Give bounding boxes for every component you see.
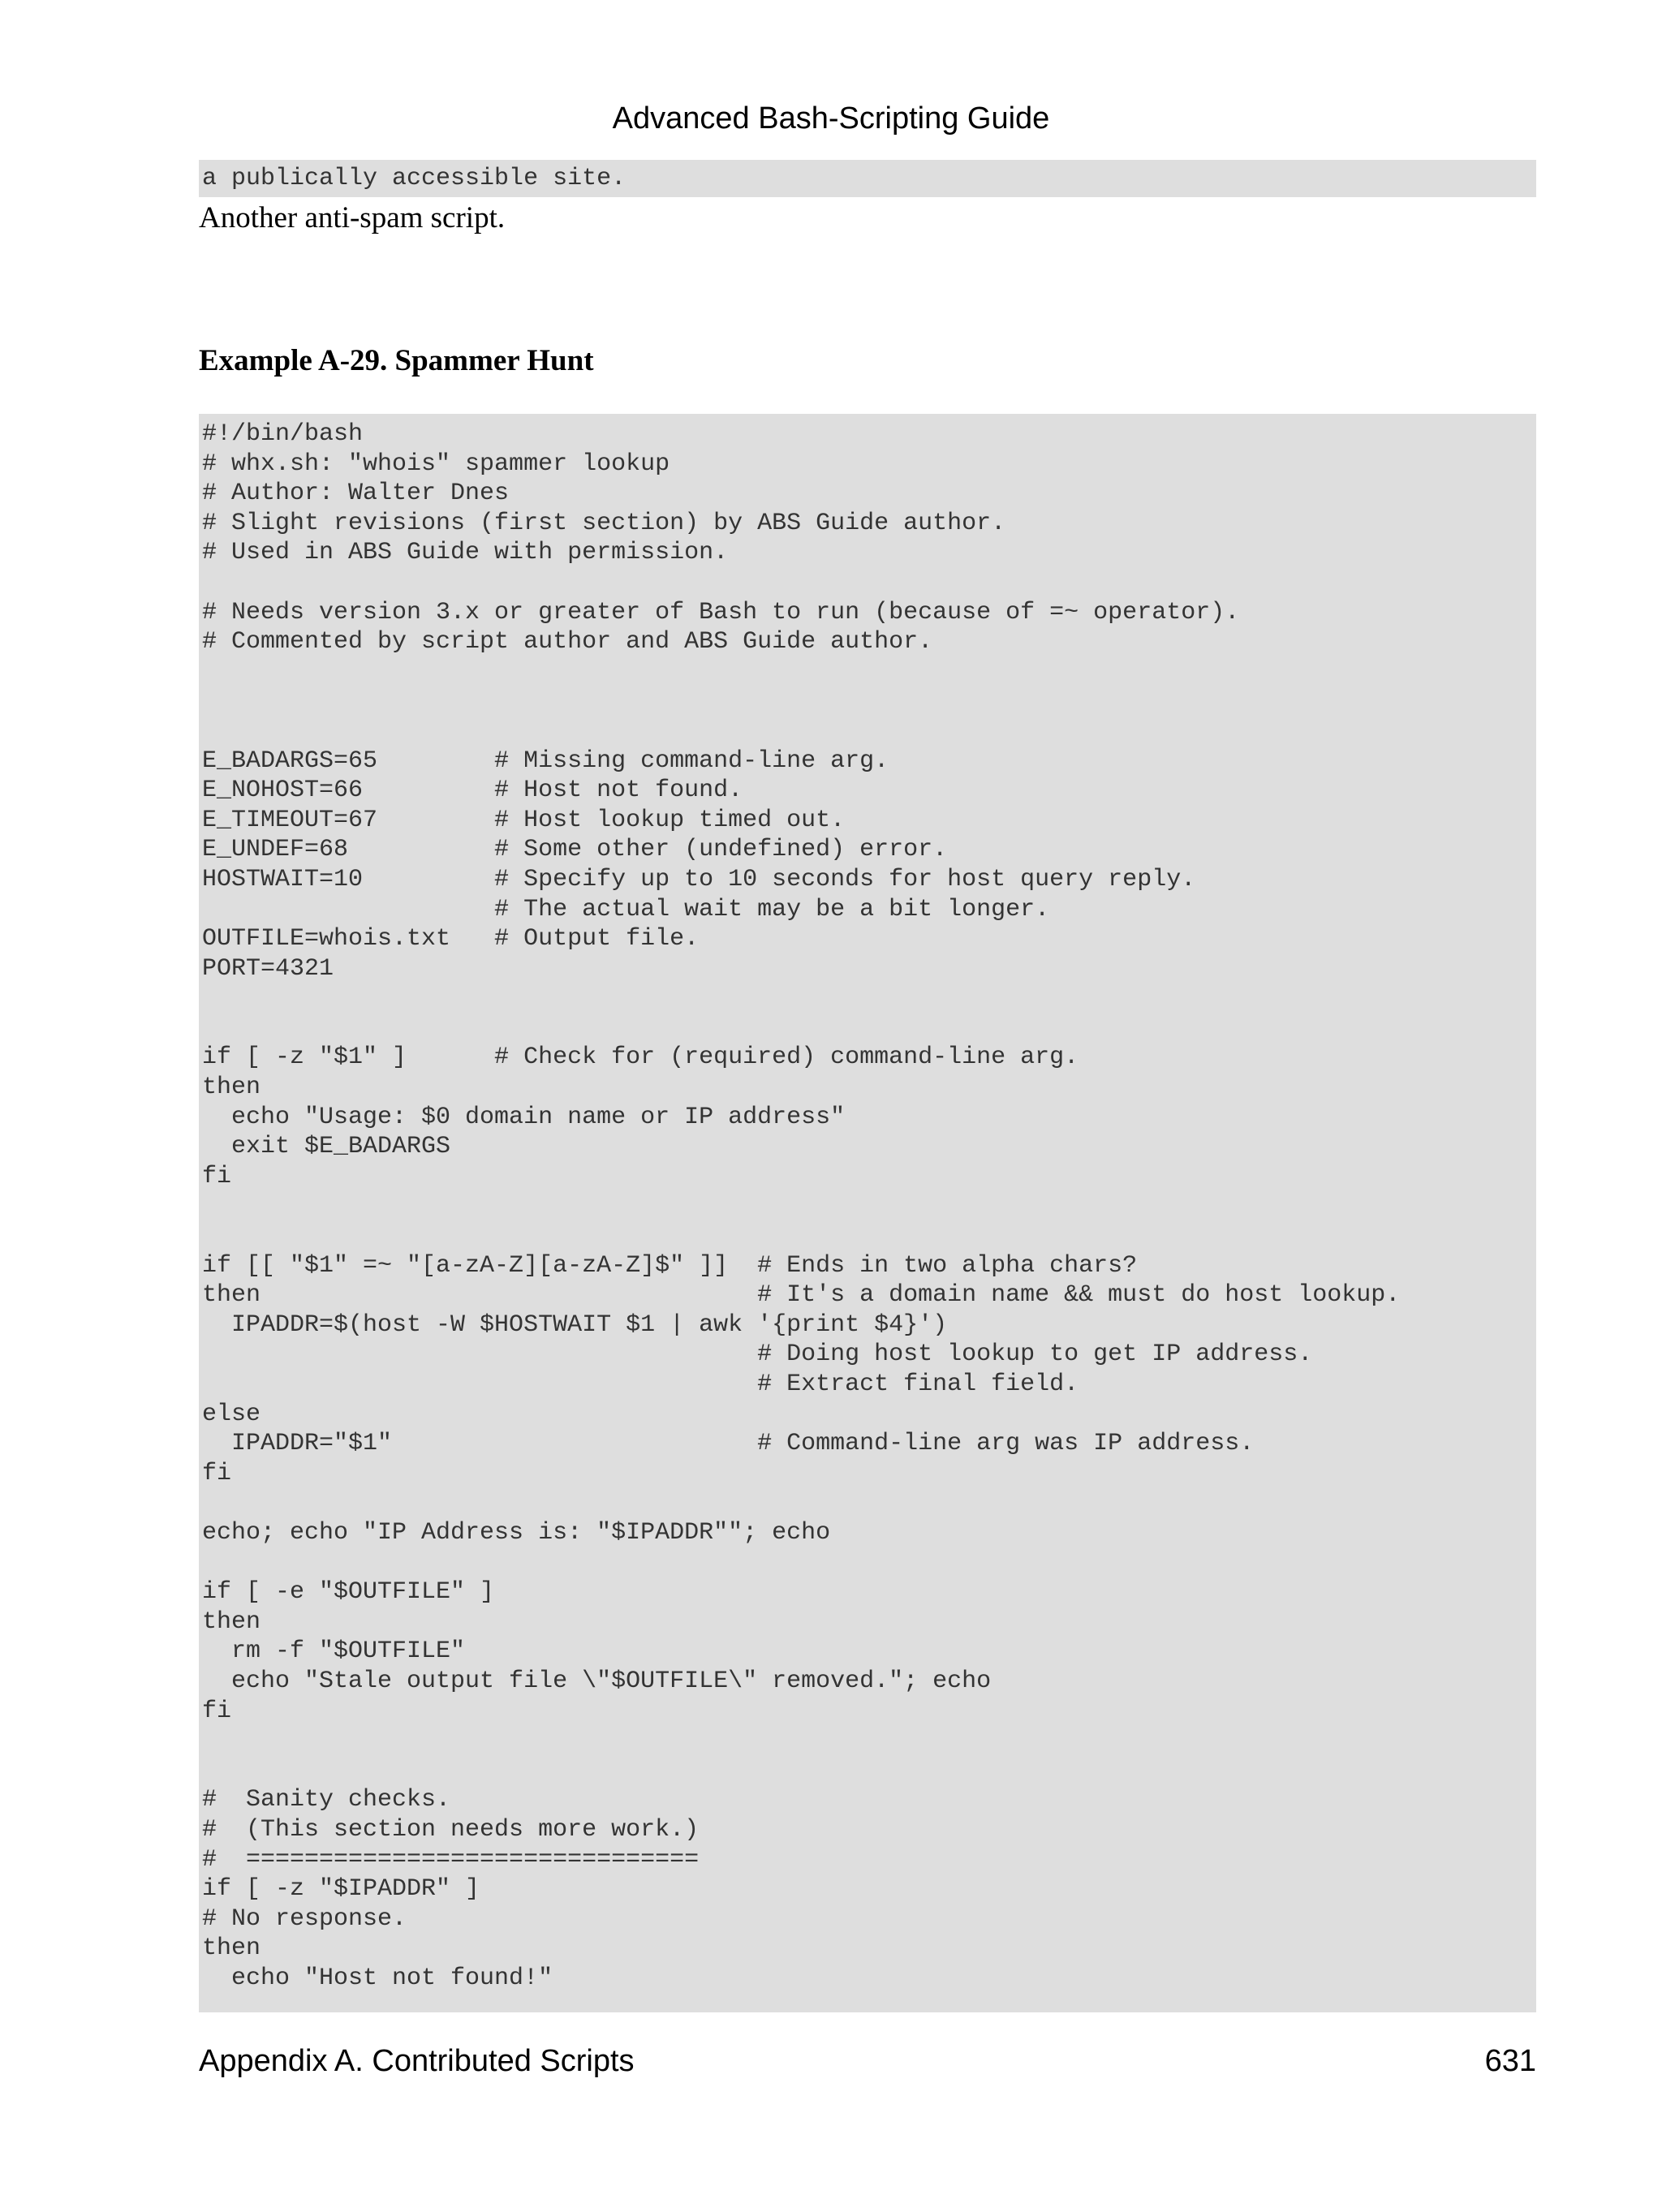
page-header-title: Advanced Bash-Scripting Guide	[612, 101, 1050, 136]
body-paragraph: Another anti-spam script.	[199, 201, 506, 235]
example-title: Example A-29. Spammer Hunt	[199, 344, 594, 377]
code-listing: #!/bin/bash # whx.sh: "whois" spammer lookup # Author: Walter Dnes # Slight revisions (first section) by ABS Guide author. # Used in ABS Guide with permission. # Needs version 3.x or greater of Bash to run (because of =~ operator). # Commented by script author and ABS Guide author. E_BADARGS=65 # Missing command-line arg. E_NOHOST=66 # Host not found. E_TIMEOUT=67 # Host lookup timed out. E_UNDEF=68 # Some other (undefined) error. HOSTWAIT=10 # Specify up to 10 seconds for host query reply. # The actual wait may be a bit longer. OUTFILE=whois.txt # Output file. PORT=4321 if [ -z "$1" ] # Check for (required) command-line arg. then echo "Usage: $0 domain name or IP address" exit $E_BADARGS fi if [[ "$1" =~ "[a-zA-Z][a-zA-Z]$" ]] # Ends in two alpha chars? then # It's a domain name && must do host lookup. IPADDR=$(host -W $HOSTWAIT $1 | awk '{print $4}') # Doing host lookup to get IP address. # Extract final field. else IPADDR="$1" # Command-line arg was IP address. fi echo; echo "IP Address is: "$IPADDR""; echo if [ -e "$OUTFILE" ] then rm -f "$OUTFILE" echo "Stale output file \"$OUTFILE\" removed."; echo fi # Sanity checks. # (This section needs more work.) # =============================== if [ -z "$IPADDR" ] # No response. then echo "Host not found!"	[199, 414, 1536, 2012]
previous-code-fragment: a publically accessible site.	[199, 160, 1536, 197]
footer-section-title: Appendix A. Contributed Scripts	[199, 2044, 635, 2078]
footer-page-number: 631	[1484, 2044, 1536, 2078]
